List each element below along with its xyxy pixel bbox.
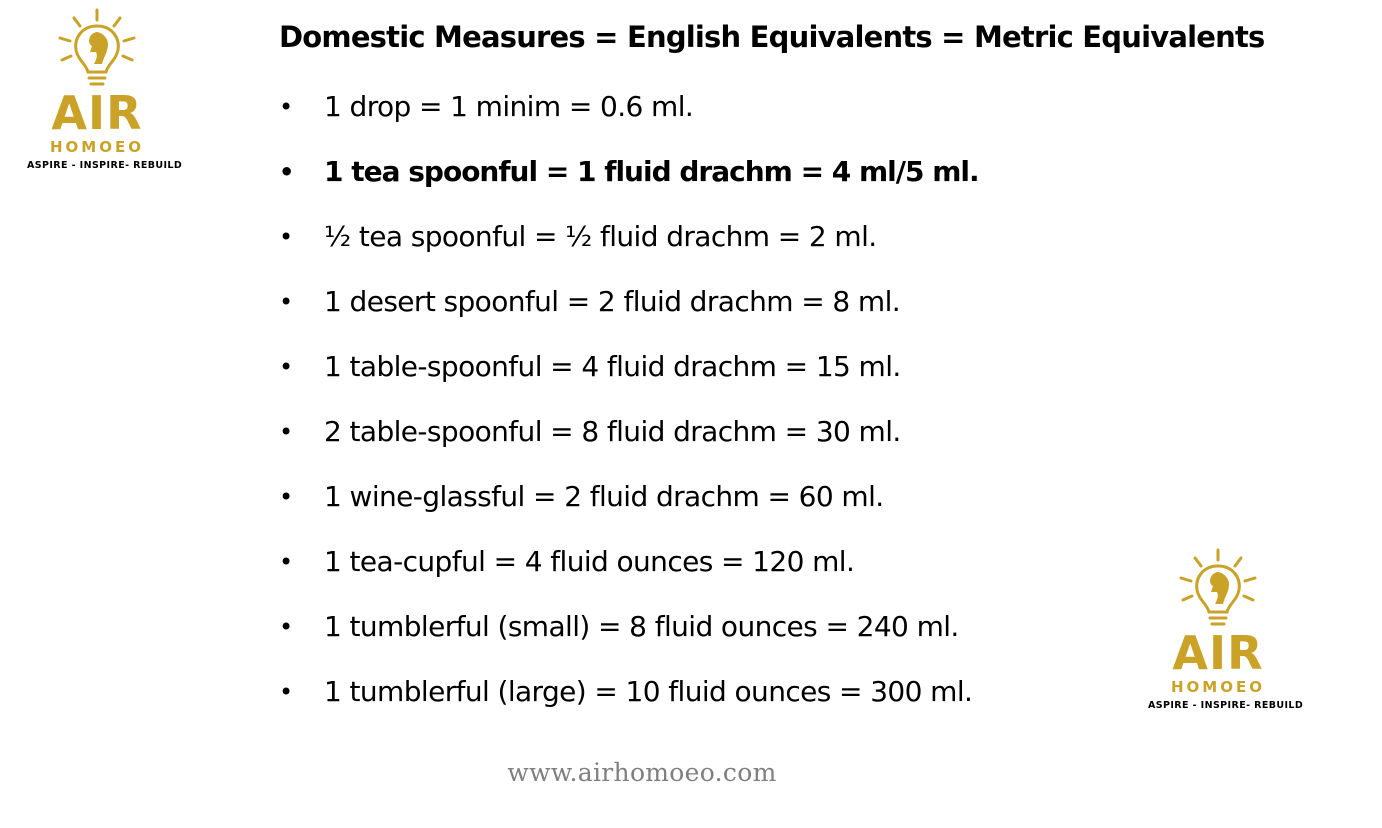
brand-tagline: ASPIRE - INSPIRE- REBUILD [27, 160, 183, 171]
lightbulb-face-icon [52, 8, 142, 90]
bullet-icon: • [279, 352, 293, 381]
bullet-icon: • [279, 547, 293, 576]
list-item [279, 204, 979, 269]
list-item-text: 2 table-spoonful = 8 fluid drachm = 30 ml. [324, 415, 901, 448]
bullet-icon: • [279, 157, 294, 186]
brand-subtitle: HOMOEO [1171, 678, 1265, 696]
list-item [279, 74, 979, 139]
website-url: www.airhomoeo.com [507, 758, 777, 787]
measures-list [279, 74, 979, 724]
list-item-text: 1 tea-cupful = 4 fluid ounces = 120 ml. [324, 545, 855, 578]
list-item-text: 1 drop = 1 minim = 0.6 ml. [324, 90, 694, 123]
bullet-icon: • [279, 482, 293, 511]
list-item-text: 1 tumblerful (small) = 8 fluid ounces = 240 ml. [324, 610, 959, 643]
air-homoeo-logo [1148, 548, 1304, 711]
air-homoeo-logo [27, 8, 183, 171]
bullet-icon: • [279, 92, 293, 121]
list-item [279, 529, 979, 594]
bullet-icon: • [279, 222, 293, 251]
list-item-text: ½ tea spoonful = ½ fluid drachm = 2 ml. [324, 220, 877, 253]
list-item-text: 1 tea spoonful = 1 fluid drachm = 4 ml/5 ml. [324, 155, 979, 188]
brand-name: AIR [51, 86, 143, 140]
list-item [279, 594, 979, 659]
list-item [279, 269, 979, 334]
brand-tagline: ASPIRE - INSPIRE- REBUILD [1148, 700, 1304, 711]
list-item-text: 1 wine-glassful = 2 fluid drachm = 60 ml. [324, 480, 884, 513]
list-item [279, 334, 979, 399]
brand-name: AIR [1172, 626, 1264, 680]
bullet-icon: • [279, 417, 293, 446]
list-item [279, 464, 979, 529]
lightbulb-face-icon [1173, 548, 1263, 630]
brand-subtitle: HOMOEO [50, 138, 144, 156]
list-item-text: 1 tumblerful (large) = 10 fluid ounces = 300 ml. [324, 675, 973, 708]
list-item [279, 399, 979, 464]
bullet-icon: • [279, 677, 293, 706]
bullet-icon: • [279, 612, 293, 641]
page-title: Domestic Measures = English Equivalents = Metric Equivalents [279, 20, 1265, 54]
list-item [279, 659, 979, 724]
list-item-text: 1 table-spoonful = 4 fluid drachm = 15 ml. [324, 350, 901, 383]
bullet-icon: • [279, 287, 293, 316]
list-item [279, 139, 979, 204]
list-item-text: 1 desert spoonful = 2 fluid drachm = 8 ml. [324, 285, 901, 318]
